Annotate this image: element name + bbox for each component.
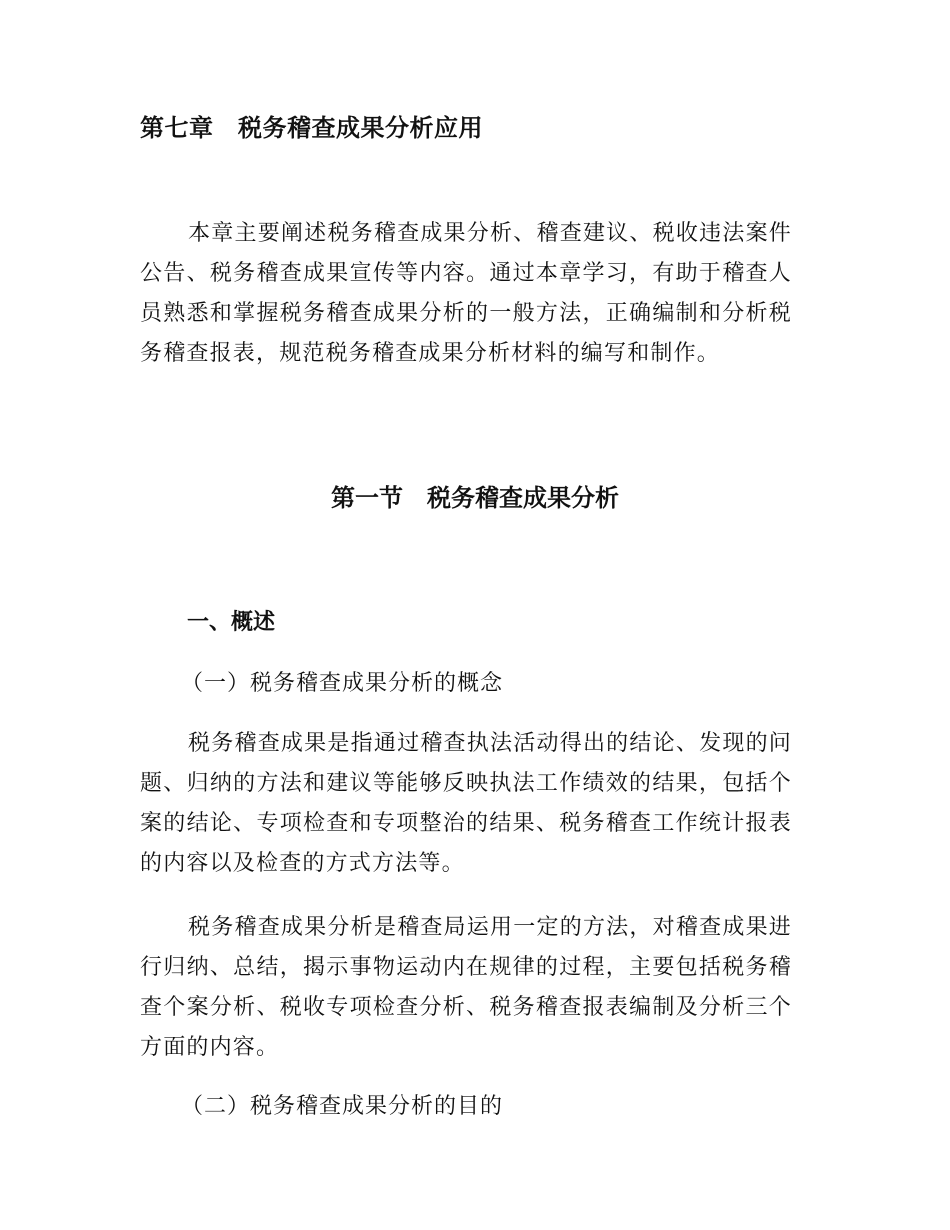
- concept-paragraph-1: 税务稽查成果是指通过稽查执法活动得出的结论、发现的问题、归纳的方法和建议等能够反映执法工作绩效的结果，包括个案的结论、专项检查和专项整治的结果、税务稽查工作统计报表的内容以及检查的方式方法等。: [140, 731, 792, 876]
- section-title: 第一节 税务稽查成果分析: [331, 483, 619, 512]
- concept-paragraph-2: 税务稽查成果分析是稽查局运用一定的方法，对稽查成果进行归纳、总结，揭示事物运动内在规律的过程，主要包括税务稽查个案分析、税收专项检查分析、税务稽查报表编制及分析三个方面的内容。: [140, 915, 792, 1060]
- concept-subheading: （一）税务稽查成果分析的概念: [181, 671, 504, 696]
- overview-heading: 一、概述: [187, 609, 276, 635]
- chapter-intro-paragraph: 本章主要阐述税务稽查成果分析、稽查建议、税收违法案件公告、税务稽查成果宣传等内容。通过本章学习，有助于稽查人员熟悉和掌握税务稽查成果分析的一般方法，正确编制和分析税务稽查报表，规范税务稽查成果分析材料的编写和制作。: [140, 221, 792, 366]
- chapter-title: 第七章 税务稽查成果分析应用: [140, 113, 483, 142]
- purpose-subheading: （二）税务稽查成果分析的目的: [181, 1094, 504, 1119]
